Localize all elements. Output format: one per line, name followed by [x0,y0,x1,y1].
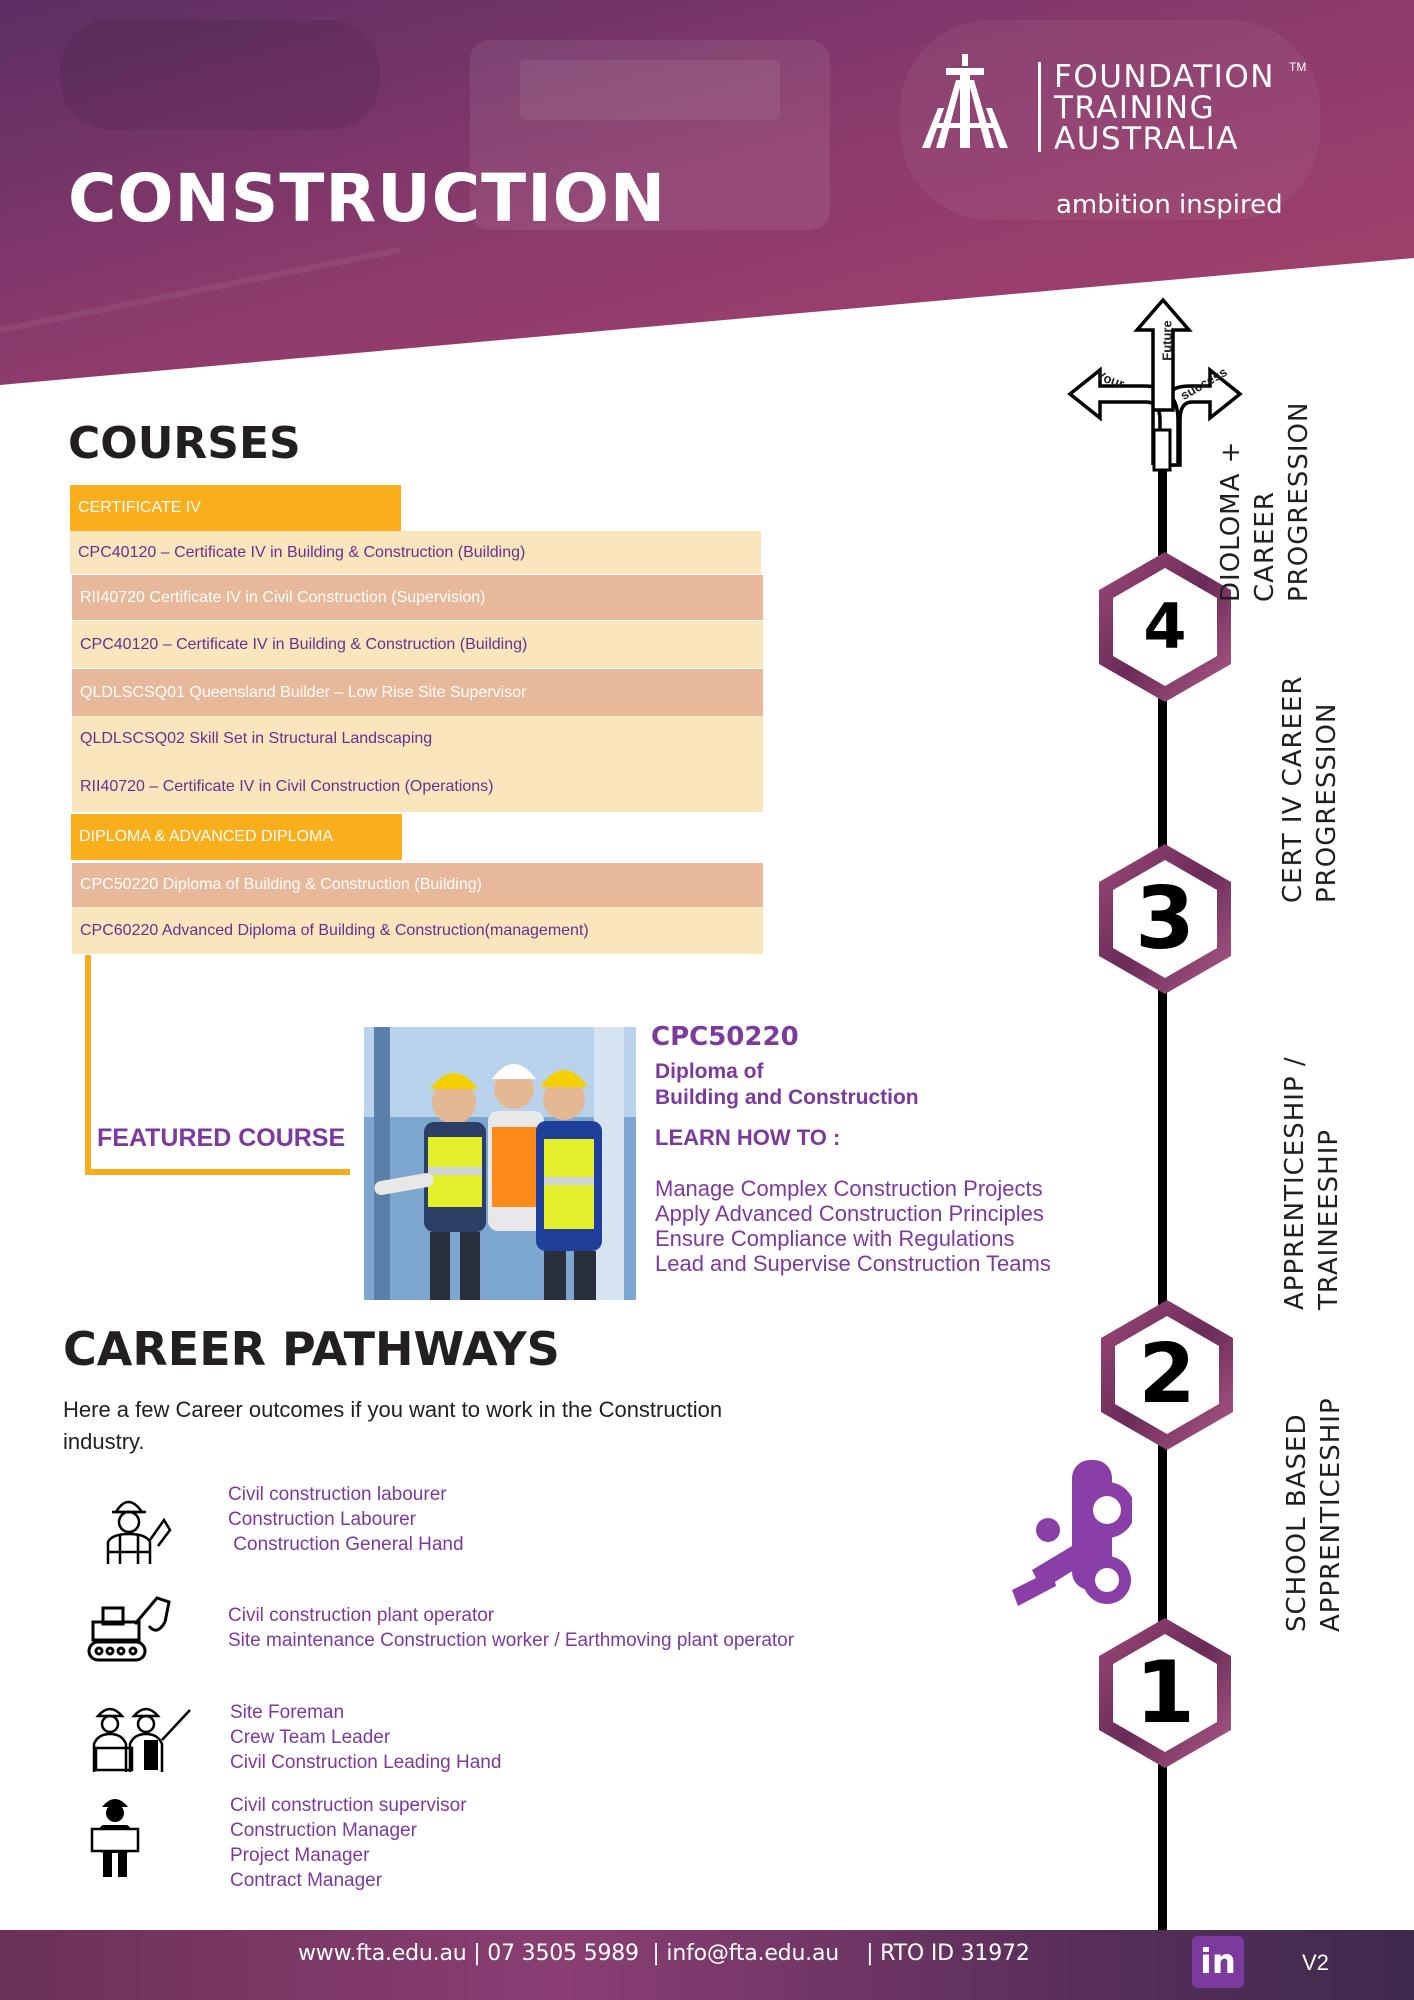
course-row[interactable]: CPC60220 Advanced Diploma of Building & Construction(management) [72,907,763,954]
fta-logo-icon [910,48,1020,158]
svg-text:3: 3 [1135,869,1195,969]
footer-contact[interactable]: www.fta.edu.au | 07 3505 5989 | info@fta.edu.au | RTO ID 31972 [298,1941,1030,1966]
course-row[interactable]: QLDLSCSQ02 Skill Set in Structural Landscaping [72,716,763,762]
step-2-label: SCHOOL BASED APPRENTICESHIP [1282,1397,1346,1632]
team-leaders-icon [90,1700,194,1774]
course-row[interactable]: RII40720 – Certificate IV in Civil Construction (Operations) [72,762,763,812]
featured-course-code: CPC50220 [651,1022,799,1052]
course-row[interactable]: QLDLSCSQ01 Queensland Builder – Low Rise Site Supervisor [72,669,763,716]
featured-course-name-line2: Building and Construction [655,1086,919,1109]
career-outcome: Civil construction labourer [228,1484,447,1505]
step-4-label: DIOLOMA + CAREER PROGRESSION [1216,401,1314,602]
career-outcome: Civil construction supervisor [230,1795,467,1816]
svg-text:1: 1 [1135,1643,1195,1743]
construction-worker-icon [98,1490,174,1566]
brand-divider [1038,62,1041,152]
career-outcome: Construction Manager [230,1820,417,1841]
learn-item: Apply Advanced Construction Principles [655,1201,1044,1226]
svg-text:2: 2 [1138,1327,1196,1422]
course-row[interactable]: CPC50220 Diploma of Building & Construction (Building) [72,863,763,907]
learn-item: Lead and Supervise Construction Teams [655,1251,1051,1276]
career-outcome: Civil Construction Leading Hand [230,1752,502,1773]
excavator-icon [85,1592,175,1664]
linkedin-icon[interactable]: in [1192,1936,1244,1988]
featured-course-name-line1: Diploma of [655,1060,764,1083]
course-row[interactable]: CPC40120 – Certificate IV in Building & Construction (Building) [72,621,763,668]
career-intro: Here a few Career outcomes if you want to work in the Construction industry. [63,1397,723,1454]
career-pathways-heading: CAREER PATHWAYS [63,1322,560,1376]
courses-heading: COURSES [68,418,301,469]
arrow-label-up: Future [1159,320,1175,361]
learn-item: Manage Complex Construction Projects [655,1176,1043,1201]
learn-how-heading: LEARN HOW TO : [655,1125,841,1150]
brand-tagline: ambition inspired [1056,190,1283,220]
career-outcome: Project Manager [230,1845,370,1866]
career-outcome: Contract Manager [230,1870,383,1891]
career-outcome: Site Foreman [230,1702,345,1723]
step-1-hexagon [1093,1614,1237,1772]
course-row[interactable]: CPC40120 – Certificate IV in Building & Construction (Building) [70,531,761,574]
brand-name-line3: AUSTRALIA [1054,121,1240,157]
step-3-hexagon [1093,840,1237,998]
brand-name-line2: TRAINING [1054,90,1216,126]
career-outcome: Construction Labourer [228,1509,416,1530]
brand-name-line1: FOUNDATION [1054,59,1275,95]
career-outcome: Site maintenance Construction worker / Earthmoving plant operator [228,1630,795,1651]
career-outcome: Crew Team Leader [230,1727,391,1748]
career-outcome: Construction General Hand [228,1534,464,1555]
roller-machine-icon [1012,1430,1132,1630]
page-title: CONSTRUCTION [68,160,667,237]
version-label: V2 [1302,1950,1329,1975]
svg-text:4: 4 [1143,590,1187,663]
step-3-label: CERT IV CAREER PROGRESSION [1278,675,1342,903]
supervisor-icon [88,1793,142,1877]
featured-course-label: FEATURED COURSE [97,1124,346,1152]
apprenticeship-label: APPRENTICESHIP / TRAINEESHIP [1280,1056,1344,1310]
arrow-label-left: Your [1094,367,1127,392]
arrow-label-right: success [1177,364,1230,403]
learn-item: Ensure Compliance with Regulations [655,1226,1015,1251]
career-outcome: Civil construction plant operator [228,1605,495,1626]
category-header-cert-iv: CERTIFICATE IV [70,485,401,531]
featured-course-photo [364,1027,636,1300]
brand-trademark: TM [1289,60,1307,74]
course-row[interactable]: RII40720 Certificate IV in Civil Construction (Supervision) [72,575,763,620]
category-header-diploma: DIPLOMA & ADVANCED DIPLOMA [71,814,402,860]
